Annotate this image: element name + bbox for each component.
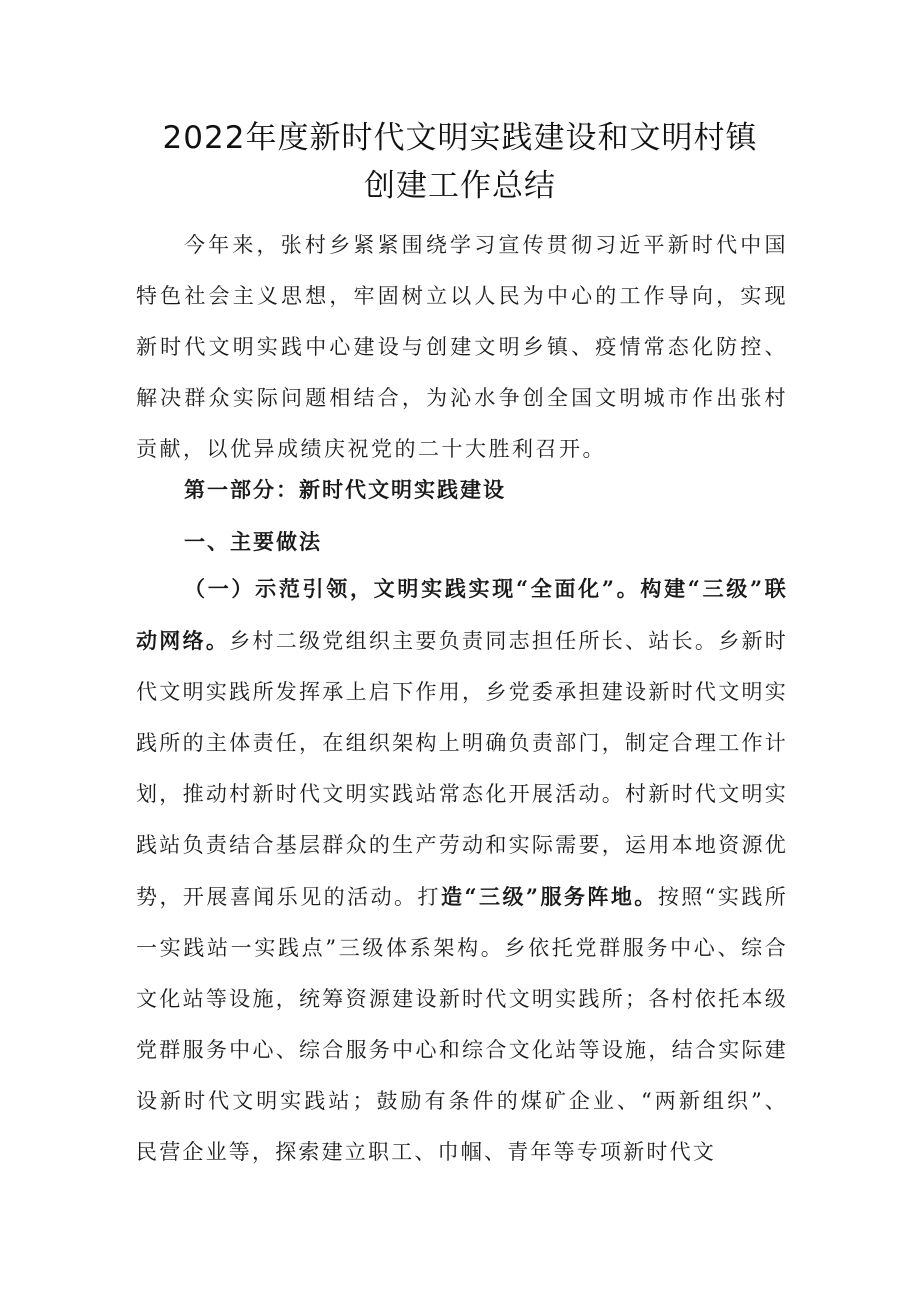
part-heading: 第一部分：新时代文明实践建设 (184, 477, 506, 502)
document-title-line-1: 2022年度新时代文明实践建设和文明村镇 (162, 120, 758, 156)
paragraph-text-2: 按照“实践所一实践站一实践点”三级体系架构。乡依托党群服务中心、综合文化站等设施，统筹资源建设新时代文明实践所；各村依托本级党群服务中心、综合服务中心和综合文化站等设施，结合实际建设新时代文明实践站；鼓励有条件的煤矿企业、“两新组织”、民营企业等，探索建立职工、巾帼、青年等专项新时代文 (136, 885, 788, 1164)
paragraph-text-1: 乡村二级党组织主要负责同志担任所长、站长。乡新时代文明实践所发挥承上启下作用，乡党委承担建设新时代文明实践所的主体责任，在组织架构上明确负责部门，制定合理工作计划，推动村新时代文明实践站常态化开展活动。村新时代文明实践站负责结合基层群众的生产劳动和实际需要，运用本地资源优势，开展喜闻乐见的活动。打 (136, 629, 788, 909)
paragraph-lead-bold: （一）示范引领，文明实践实现“全面化”。构建“三级”联动网络。 (136, 576, 788, 653)
document-title-line-2: 创建工作总结 (364, 168, 556, 204)
section-heading: 一、主要做法 (184, 529, 322, 554)
paragraph-mid-bold: 造“三级”服务阵地。 (440, 884, 658, 909)
measures-paragraph (136, 563, 788, 1178)
intro-paragraph: 今年来，张村乡紧紧围绕学习宣传贯彻习近平新时代中国特色社会主义思想，牢固树立以人民为中心的工作导向，实现新时代文明实践中心建设与创建文明乡镇、疫情常态化防控、解决群众实际问题相结合，为沁水争创全国文明城市作出张村贡献，以优异成绩庆祝党的二十大胜利召开。 (136, 233, 788, 461)
